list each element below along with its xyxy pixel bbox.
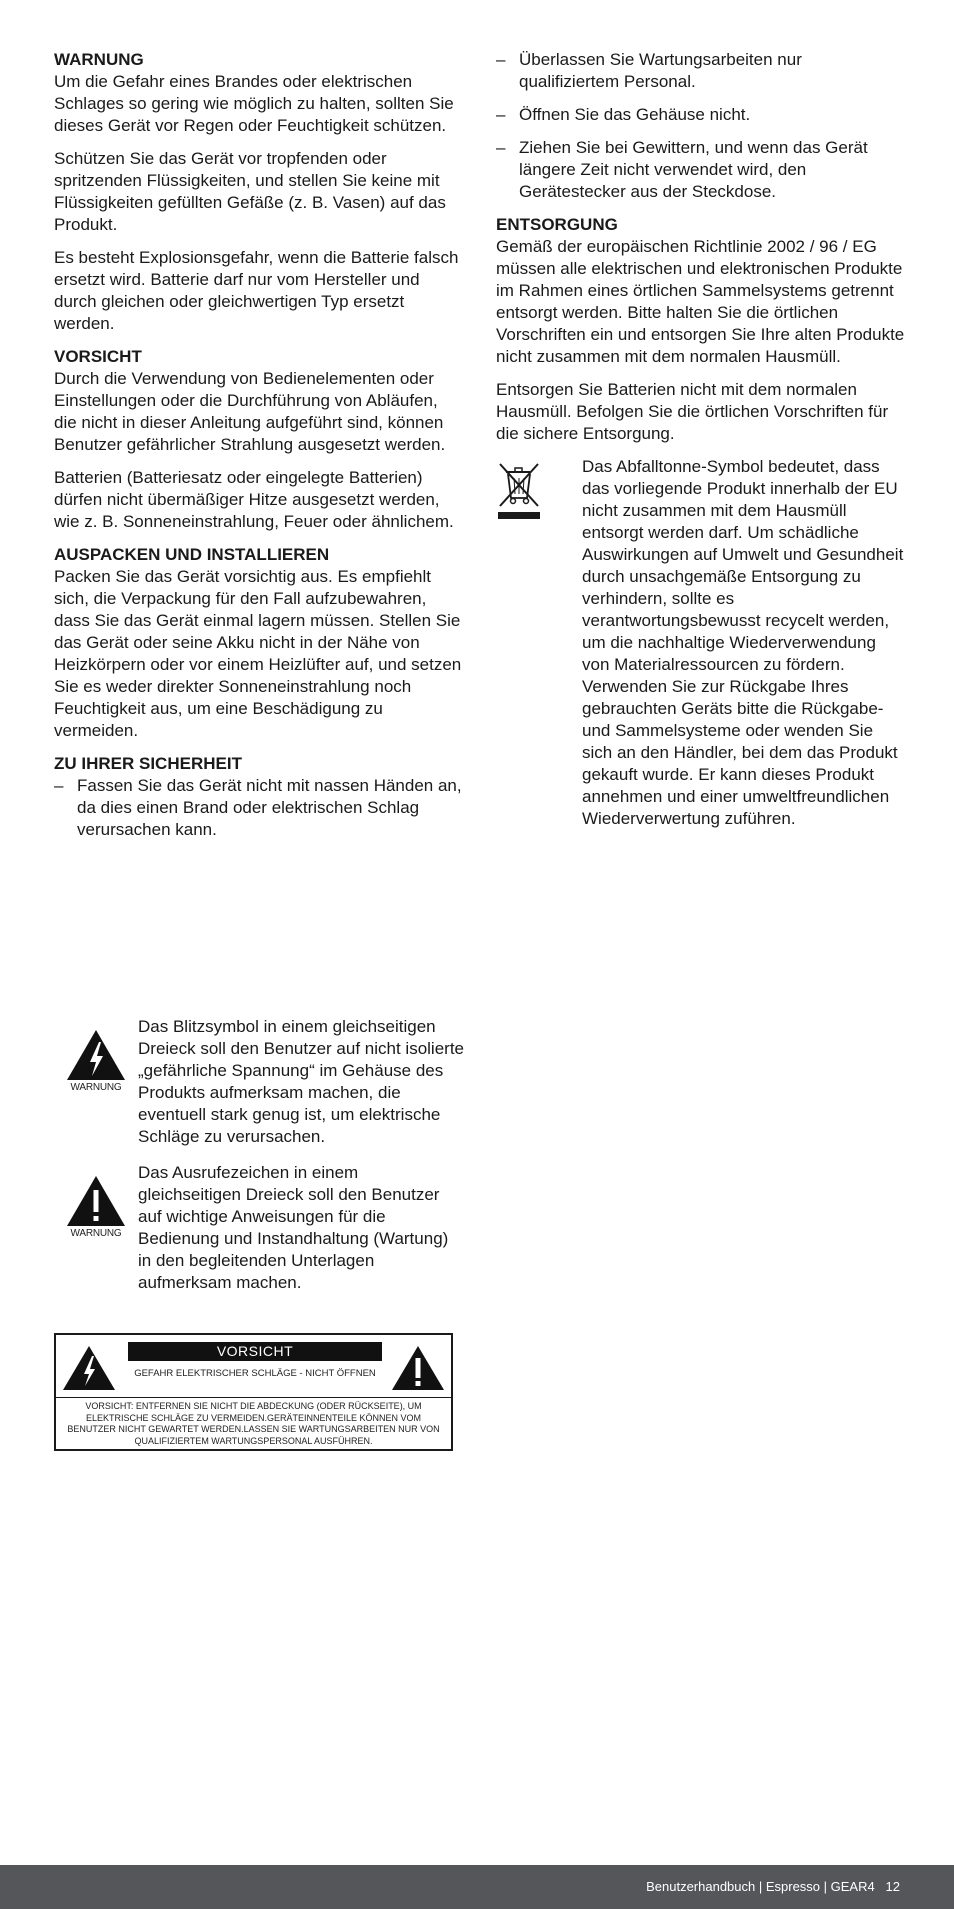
warnung-paragraph-2: Schützen Sie das Gerät vor tropfenden oder spritzenden Flüssigkeiten, und stellen Sie keine mit Flüssigkeiten gefüllten Gefäße (z. B. Vasen) auf das Produkt. xyxy=(54,149,446,234)
caution-body: VORSICHT: ENTFERNEN SIE NICHT DIE ABDECKUNG (ODER RÜCKSEITE), UM ELEKTRISCHE SCHLÄGE ZU VERMEIDEN.GERÄTEINNENTEILE KÖNNEN VOM BENUTZER NICHT GEWARTET WERDEN.LASSEN SIE WARTUNGSARBEITEN NUR VON QUALIFIZIERTEM WARTUNGSPERSONAL AUSFÜHREN. xyxy=(67,1401,440,1446)
entsorgung-paragraph-2: Entsorgen Sie Batterien nicht mit dem normalen Hausmüll. Befolgen Sie die örtlichen Vorschriften für die sichere Entsorgung. xyxy=(496,380,889,443)
vorsicht-paragraph-2: Batterien (Batteriesatz oder eingelegte Batterien) dürfen nicht übermäßiger Hitze ausgesetzt werden, wie z. B. Sonneneinstrahlung, Feuer oder ähnlichem. xyxy=(54,468,454,531)
right-column xyxy=(496,49,906,830)
list-dash: – xyxy=(496,105,506,124)
list-item-text: Fassen Sie das Gerät nicht mit nassen Händen an, da dies einen Brand oder elektrischen Schlag verursachen kann. xyxy=(77,776,462,839)
list-dash: – xyxy=(496,138,506,157)
safety-list-item xyxy=(496,104,906,126)
warnung-heading: WARNUNG xyxy=(54,50,144,69)
list-item-text: Öffnen Sie das Gehäuse nicht. xyxy=(519,105,751,124)
lightning-symbol-explanation xyxy=(54,1016,464,1148)
list-dash: – xyxy=(54,776,64,795)
warnung-symbol-label: WARNUNG xyxy=(70,1228,122,1239)
safety-list-item xyxy=(496,49,906,93)
safety-list-item xyxy=(496,137,906,203)
lightning-warning-triangle-icon xyxy=(61,1344,117,1392)
list-item-text: Ziehen Sie bei Gewittern, und wenn das Gerät längere Zeit nicht verwendet wird, den Gerätestecker aus der Steckdose. xyxy=(519,138,868,201)
vorsicht-heading: VORSICHT xyxy=(54,347,142,366)
warnung-paragraph-3: Es besteht Explosionsgefahr, wenn die Batterie falsch ersetzt wird. Batterie darf nur vom Hersteller und durch gleichen oder gleichwertigen Typ ersetzt werden. xyxy=(54,248,459,333)
crossed-out-wheelie-bin-icon xyxy=(496,456,582,528)
exclamation-symbol-explanation xyxy=(54,1162,464,1294)
caution-label-box xyxy=(54,1333,453,1451)
sicherheit-heading: ZU IHRER SICHERHEIT xyxy=(54,754,242,773)
exclamation-warning-triangle-icon xyxy=(54,1162,138,1294)
caution-subtitle: GEFAHR ELEKTRISCHER SCHLÄGE - NICHT ÖFFNEN xyxy=(134,1368,376,1379)
list-dash: – xyxy=(496,50,506,69)
warnung-paragraph-1: Um die Gefahr eines Brandes oder elektrischen Schlages so gering wie möglich zu halten, sollten Sie dieses Gerät vor Regen oder Feuchtigkeit schützen. xyxy=(54,72,454,135)
entsorgung-heading: ENTSORGUNG xyxy=(496,215,618,234)
auspacken-paragraph: Packen Sie das Gerät vorsichtig aus. Es empfiehlt sich, die Verpackung für den Fall aufzubewahren, dass Sie das Gerät einmal lagern müssen. Stellen Sie das Gerät oder seine Akku nicht in der Nähe von Heizkörpern oder vor einem Heizlüfter auf, und setzen Sie es weder direkter Sonneneinstrahlung noch Feuchtigkeit aus, um eine Beschädigung zu vermeiden. xyxy=(54,567,462,740)
weee-notice-text: Das Abfalltonne-Symbol bedeutet, dass das vorliegende Produkt innerhalb der EU nicht zusammen mit dem Hausmüll entsorgt werden darf. Um schädliche Auswirkungen auf Umwelt und Gesundheit durch unsachgemäße Entsorgung zu verhindern, sollte es verantwortungsbewusst recycelt werden, um die nachhaltige Wiederverwendung von Materialressourcen zu fördern. Verwenden Sie zur Rückgabe Ihres gebrauchten Geräts bitte die Rückgabe- und Sammelsysteme oder wenden Sie sich an den Händler, bei dem das Produkt gekauft wurde. Er kann dieses Produkt annehmen und einer umweltfreundlichen Wiederverwertung zuführen. xyxy=(582,457,904,828)
left-column xyxy=(54,49,464,852)
entsorgung-paragraph-1: Gemäß der europäischen Richtlinie 2002 / 96 / EG müssen alle elektrischen und elektronischen Produkte im Rahmen eines örtlichen Sammelsystems getrennt entsorgt werden. Bitte halten Sie die örtlichen Vorschriften ein und entsorgen Sie Ihre alten Produkte nicht zusammen mit dem normalen Hausmüll. xyxy=(496,237,905,366)
caution-title: VORSICHT xyxy=(128,1342,382,1361)
exclamation-warning-triangle-icon xyxy=(390,1344,446,1392)
caution-divider xyxy=(56,1397,451,1398)
weee-notice xyxy=(496,456,906,830)
list-item-text: Überlassen Sie Wartungsarbeiten nur qualifiziertem Personal. xyxy=(519,50,802,91)
warnung-symbol-label: WARNUNG xyxy=(70,1082,122,1093)
lightning-warning-triangle-icon xyxy=(54,1016,138,1148)
vorsicht-paragraph-1: Durch die Verwendung von Bedienelementen oder Einstellungen oder die Durchführung von Abläufen, die nicht in dieser Anleitung aufgeführt sind, können Benutzer gefährlicher Strahlung ausgesetzt werden. xyxy=(54,369,446,454)
footer-text: Benutzerhandbuch | Espresso | GEAR4 12 xyxy=(646,1879,900,1894)
exclamation-symbol-text: Das Ausrufezeichen in einem gleichseitigen Dreieck soll den Benutzer auf wichtige Anweisungen für die Bedienung und Instandhaltung (Wartung) in den begleitenden Unterlagen aufmerksam machen. xyxy=(138,1163,449,1292)
auspacken-heading: AUSPACKEN UND INSTALLIEREN xyxy=(54,545,330,564)
lightning-symbol-text: Das Blitzsymbol in einem gleichseitigen Dreieck soll den Benutzer auf nicht isolierte „gefährliche Spannung“ im Gehäuse des Produkts aufmerksam machen, die eventuell stark genug ist, um elektrische Schläge zu verursachen. xyxy=(138,1017,464,1146)
sicherheit-list-item xyxy=(54,775,464,841)
page-footer xyxy=(0,1865,954,1909)
